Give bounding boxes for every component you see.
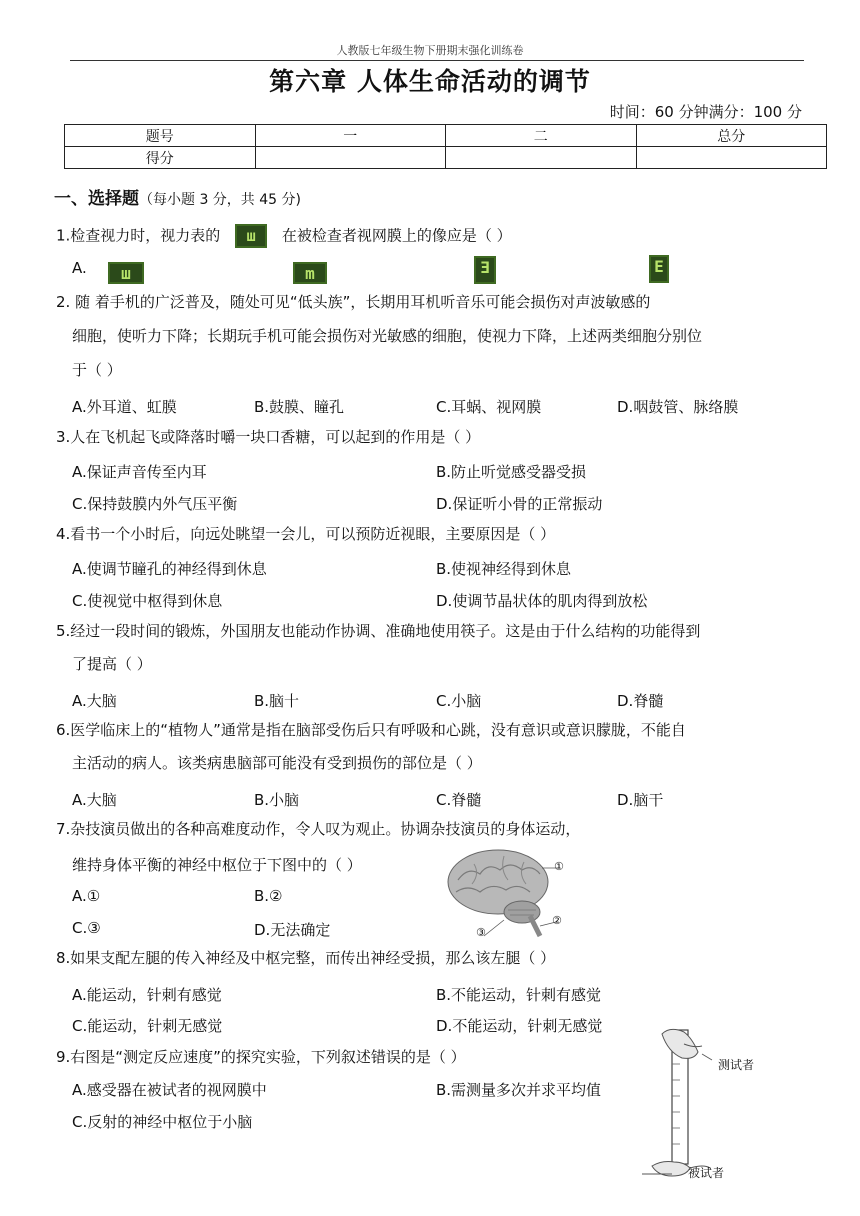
score-table bbox=[64, 124, 827, 169]
option-d[interactable]: D.脊髓 bbox=[617, 692, 664, 710]
option-b[interactable]: B.脑十 bbox=[254, 692, 300, 710]
question-8-line1: 8.如果支配左腿的传入神经及中枢完整，而传出神经受损，那么该左腿（ ） bbox=[56, 949, 556, 967]
option-d[interactable]: D.咽鼓管、脉络膜 bbox=[617, 398, 739, 416]
ruler-illustration bbox=[632, 1024, 792, 1184]
option-a[interactable]: A.① bbox=[72, 887, 101, 905]
option-d[interactable]: D.保证听小骨的正常振动 bbox=[436, 495, 603, 513]
option-a[interactable]: A.外耳道、虹膜 bbox=[72, 398, 177, 416]
score-input-cell[interactable] bbox=[446, 147, 637, 169]
header-divider bbox=[70, 60, 804, 61]
question-5-line2: 了提高（ ） bbox=[72, 655, 152, 673]
option-c[interactable]: C.反射的神经中枢位于小脑 bbox=[72, 1113, 253, 1131]
option-label: A. bbox=[72, 259, 87, 277]
option-b-e-icon[interactable]: m bbox=[293, 262, 327, 284]
score-input-cell[interactable] bbox=[255, 147, 446, 169]
question-9-line1: 9.右图是“测定反应速度”的探究实验，下列叙述错误的是（ ） bbox=[56, 1048, 466, 1066]
option-c[interactable]: C.小脑 bbox=[436, 692, 482, 710]
question-3-line1: 3.人在飞机起飞或降落时嚼一块口香糖，可以起到的作用是（ ） bbox=[56, 428, 481, 446]
question-6-line1: 6.医学临床上的“植物人”通常是指在脑部受伤后只有呼吸和心跳，没有意识或意识朦胧，不能自 bbox=[56, 721, 686, 739]
question-4-line1: 4.看书一个小时后，向远处眺望一会儿，可以预防近视眼，主要原因是（ ） bbox=[56, 525, 556, 543]
question-2-line1: 2. 随 着手机的广泛普及，随处可见“低头族”，长期用耳机听音乐可能会损伤对声波敏感的 bbox=[56, 293, 651, 311]
brain-label-2: ② bbox=[552, 914, 562, 927]
option-d[interactable]: D.脑干 bbox=[617, 791, 664, 809]
option-c[interactable]: C.使视觉中枢得到休息 bbox=[72, 592, 223, 610]
score-input-cell[interactable] bbox=[636, 147, 827, 169]
option-d[interactable]: D.无法确定 bbox=[254, 921, 331, 939]
option-a[interactable]: A.大脑 bbox=[72, 791, 117, 809]
option-a[interactable]: A.使调节瞳孔的神经得到休息 bbox=[72, 560, 267, 578]
question-2-line2: 细胞，使听力下降；长期玩手机可能会损伤对光敏感的细胞，使视力下降，上述两类细胞分别位 bbox=[72, 327, 703, 345]
option-d[interactable]: D.使调节晶状体的肌肉得到放松 bbox=[436, 592, 648, 610]
option-c[interactable]: C.耳蜗、视网膜 bbox=[436, 398, 542, 416]
question-text: 在被检查者视网膜上的像应是（ ） bbox=[281, 226, 512, 245]
option-d-e-icon[interactable]: E bbox=[649, 255, 669, 283]
question-7-line1: 7.杂技演员做出的各种高难度动作，令人叹为观止。协调杂技演员的身体运动， bbox=[56, 820, 581, 838]
table-cell: 二 bbox=[446, 125, 637, 147]
question-text: 1.检查视力时，视力表的 bbox=[56, 226, 221, 245]
tester-label: 测试者 bbox=[718, 1058, 755, 1072]
option-a[interactable]: A.大脑 bbox=[72, 692, 117, 710]
option-c[interactable]: C.③ bbox=[72, 919, 101, 937]
question-5-line1: 5.经过一段时间的锻炼，外国朋友也能动作协调、准确地使用筷子。这是由于什么结构的功能得到 bbox=[56, 622, 701, 640]
brain-label-1: ① bbox=[554, 860, 564, 873]
section-note: （每小题 3 分，共 45 分) bbox=[139, 192, 301, 208]
option-c[interactable]: C.脊髓 bbox=[436, 791, 482, 809]
option-a[interactable]: A.保证声音传至内耳 bbox=[72, 463, 207, 481]
option-b[interactable]: B.需测量多次并求平均值 bbox=[436, 1081, 602, 1099]
time-score-line: 时间：60 分钟满分：100 分 bbox=[609, 103, 802, 121]
option-b[interactable]: B.防止听觉感受器受损 bbox=[436, 463, 587, 481]
option-b[interactable]: B.② bbox=[254, 887, 283, 905]
option-b[interactable]: B.不能运动，针刺有感觉 bbox=[436, 986, 602, 1004]
brain-label-3: ③ bbox=[476, 926, 486, 939]
option-a[interactable]: A.感受器在被试者的视网膜中 bbox=[72, 1081, 267, 1099]
table-cell: 总分 bbox=[636, 125, 827, 147]
option-a[interactable]: A.能运动，针刺有感觉 bbox=[72, 986, 222, 1004]
question-6-line2: 主活动的病人。该类病患脑部可能没有受到损伤的部位是（ ） bbox=[72, 754, 482, 772]
table-cell: 题号 bbox=[65, 125, 256, 147]
option-d[interactable]: D.不能运动，针刺无感觉 bbox=[436, 1017, 603, 1035]
option-b[interactable]: B.小脑 bbox=[254, 791, 300, 809]
table-row bbox=[65, 147, 827, 169]
option-c[interactable]: C.能运动，针刺无感觉 bbox=[72, 1017, 223, 1035]
question-7-line2: 维持身体平衡的神经中枢位于下图中的（ ） bbox=[72, 856, 362, 874]
option-a-e-icon[interactable]: ш bbox=[108, 262, 144, 284]
reaction-test-figure bbox=[632, 1024, 792, 1184]
option-c[interactable]: C.保持鼓膜内外气压平衡 bbox=[72, 495, 238, 513]
option-b[interactable]: B.使视神经得到休息 bbox=[436, 560, 572, 578]
table-cell: 一 bbox=[255, 125, 446, 147]
page-title: 第六章 人体生命活动的调节 bbox=[269, 67, 591, 96]
brain-figure bbox=[444, 842, 574, 940]
question-1-stem bbox=[56, 224, 512, 248]
option-c-e-icon[interactable]: Ǝ bbox=[474, 256, 496, 284]
option-b[interactable]: B.鼓膜、瞳孔 bbox=[254, 398, 345, 416]
header-subtitle: 人教版七年级生物下册期末强化训练卷 bbox=[336, 44, 524, 57]
section-title: 一、选择题 bbox=[54, 189, 139, 209]
question-2-line3: 于（ ） bbox=[72, 361, 122, 379]
subject-label: 被试者 bbox=[688, 1166, 725, 1180]
section-heading bbox=[54, 184, 301, 209]
eye-chart-e-icon: ш bbox=[235, 224, 267, 248]
table-row bbox=[65, 125, 827, 147]
table-cell: 得分 bbox=[65, 147, 256, 169]
